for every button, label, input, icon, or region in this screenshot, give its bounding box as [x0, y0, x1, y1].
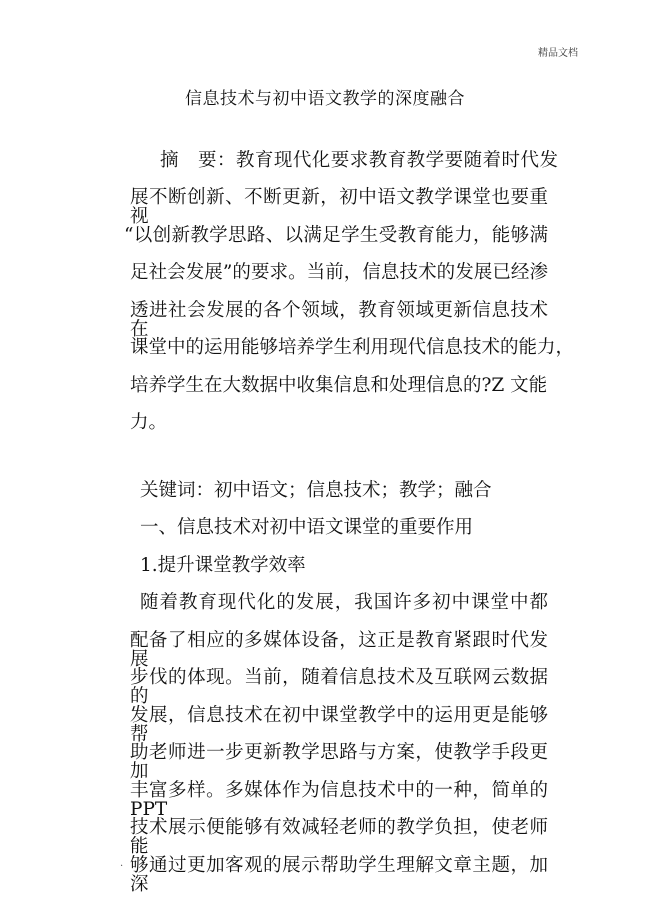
body-line: 随着教育现代化的发展，我国许多初中课堂中都 [140, 592, 548, 613]
body-line: 配备了相应的多媒体设备，这正是教育紧跟时代发展 [130, 630, 548, 670]
subsection-heading: 1.提升课堂教学效率 [140, 555, 306, 576]
document-title: 信息技术与初中语文教学的深度融合 [185, 89, 465, 109]
abstract-line: 足社会发展”的要求。当前，信息技术的发展已经渗 [130, 262, 548, 283]
body-line: 发展，信息技术在初中课堂教学中的运用更是能够帮 [130, 705, 548, 745]
page-header-label: 精品文档 [538, 48, 578, 59]
abstract-line: “以创新教学思路、以满足学生受教育能力，能够满 [124, 225, 548, 246]
abstract-line: 摘 要：教育现代化要求教育教学要随着时代发 [160, 150, 558, 171]
abstract-line: 课堂中的运用能够培养学生利用现代信息技术的能力， [130, 337, 575, 358]
body-line: 丰富多样。多媒体作为信息技术中的一种，简单的 PPT [130, 780, 548, 820]
keywords-line: 关键词：初中语文；信息技术；教学；融合 [140, 480, 492, 501]
body-line: 助老师进一步更新教学思路与方案，使教学手段更加 [130, 742, 548, 782]
abstract-line: 透进社会发展的各个领域，教育领域更新信息技术在 [130, 300, 548, 340]
body-line: 步伐的体现。当前，随着信息技术及互联网云数据的 [130, 667, 548, 707]
abstract-line: 展不断创新、不断更新，初中语文教学课堂也要重视 [130, 187, 548, 227]
abstract-line: 培养学生在大数据中收集信息和处理信息的?Z 文能 [130, 375, 548, 396]
body-line: 技术展示便能够有效减轻老师的教学负担，使老师能 [130, 817, 548, 857]
body-line: 够通过更加客观的展示帮助学生理解文章主题，加深 [130, 855, 548, 895]
section-heading: 一、信息技术对初中语文课堂的重要作用 [140, 517, 474, 538]
abstract-line: 力。 [130, 412, 168, 433]
footer-mark: . [120, 858, 124, 869]
